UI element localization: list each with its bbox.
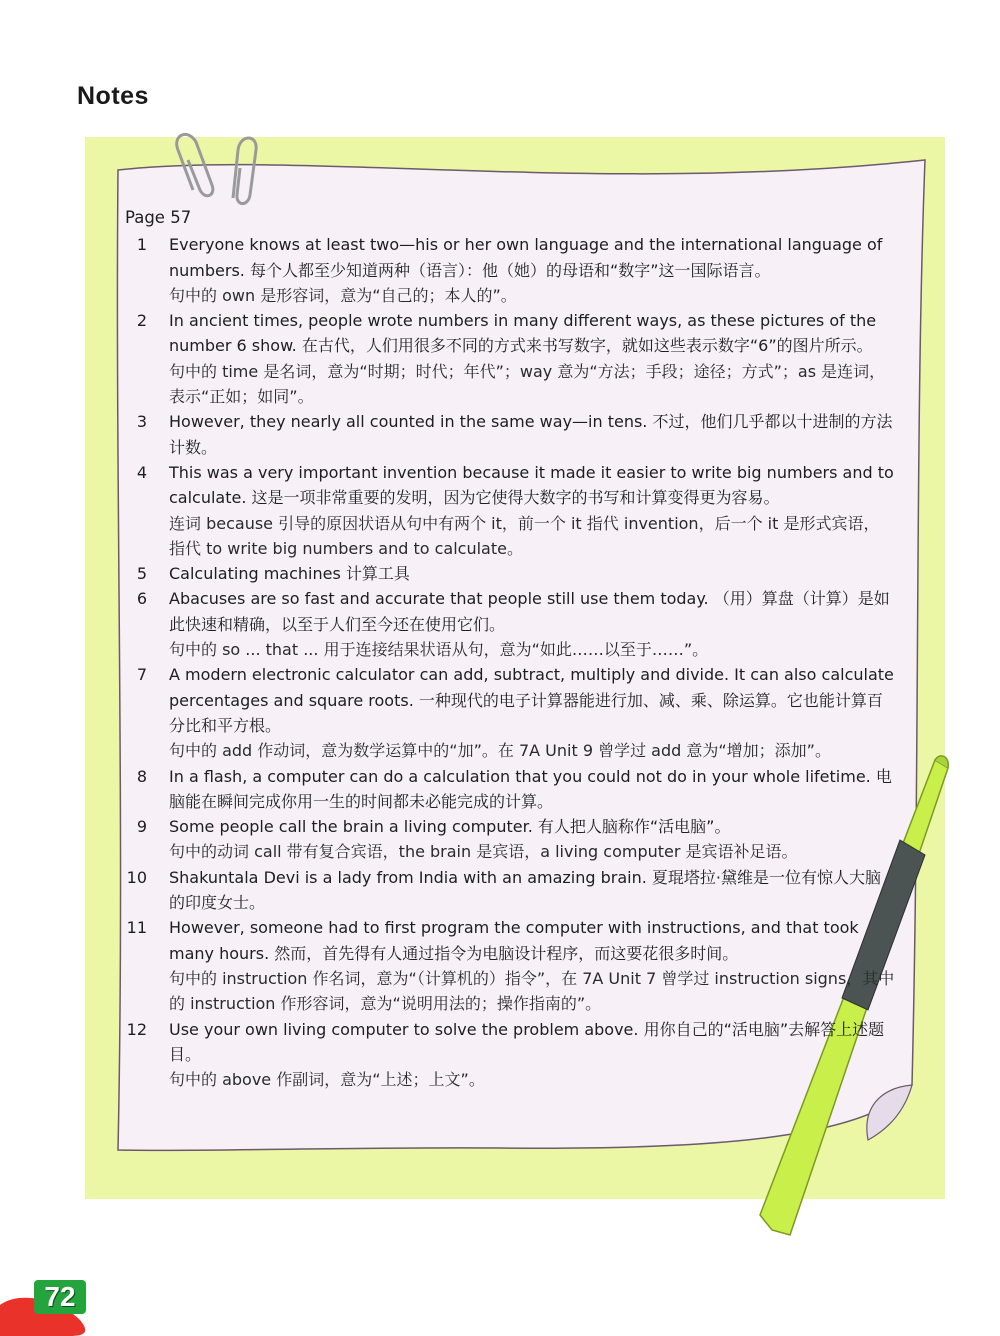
note-item xyxy=(125,662,895,763)
note-explanation: 句中的 above 作副词，意为“上述；上文”。 xyxy=(169,1070,485,1090)
note-text: Calculating machines 计算工具 xyxy=(169,564,410,584)
note-item xyxy=(125,764,895,815)
note-explanation: 句中的 so ... that ... 用于连接结果状语从句，意为“如此……以至于……”。 xyxy=(169,640,709,660)
note-explanation: 句中的 instruction 作名词，意为“（计算机的）指令”，在 7A Unit 7 曾学过 instruction signs，其中的 instruction 作形容词，意为“说明用法的；操作指南的”。 xyxy=(169,968,895,1014)
note-text: Some people call the brain a living computer. 有人把人脑称作“活电脑”。 xyxy=(169,817,731,837)
note-text: However, they nearly all counted in the same way—in tens. 不过，他们几乎都以十进制的方法计数。 xyxy=(169,412,893,457)
note-number: 1 xyxy=(136,235,147,255)
note-number: 7 xyxy=(136,665,147,685)
note-number: 6 xyxy=(136,589,147,609)
note-text: A modern electronic calculator can add, subtract, multiply and divide. It can also calculate percentages and square roots. 一种现代的电子计算器能进行加、减、乘、除运算。它也能计算百分比和平方根。 xyxy=(169,665,894,735)
note-number: 8 xyxy=(136,766,147,786)
note-explanation: 句中的 time 是名词，意为“时期；时代；年代”；way 意为“方法；手段；途径；方式”；as 是连词，表示“正如；如同”。 xyxy=(169,361,886,407)
note-explanation: 连词 because 引导的原因状语从句中有两个 it，前一个 it 指代 invention，后一个 it 是形式宾语，指代 to write big numbers and to calculate。 xyxy=(169,513,880,558)
note-explanation: 句中的 own 是形容词，意为“自己的；本人的”。 xyxy=(169,285,517,305)
page-number-badge: 72 xyxy=(34,1280,86,1314)
note-explanation: 句中的动词 call 带有复合宾语，the brain 是宾语，a living computer 是宾语补足语。 xyxy=(169,842,798,862)
note-item xyxy=(125,460,895,561)
note-number: 4 xyxy=(136,462,147,482)
note-text: In a flash, a computer can do a calculation that you could not do in your whole lifetime. 电脑能在瞬间完成你用一生的时间都未必能完成的计算。 xyxy=(169,766,892,811)
note-item xyxy=(125,814,895,865)
note-text: Use your own living computer to solve the problem above. 用你自己的“活电脑”去解答上述题目。 xyxy=(169,1019,885,1064)
note-explanation: 句中的 add 作动词，意为数学运算中的“加”。在 7A Unit 9 曾学过 add 意为“增加；添加”。 xyxy=(169,741,831,761)
note-item xyxy=(125,232,895,308)
note-item xyxy=(125,1017,895,1093)
note-text: Everyone knows at least two—his or her own language and the international language of numbers. 每个人都至少知道两种（语言）：他（她）的母语和“数字”这一国际语言。 xyxy=(169,235,883,280)
note-text: However, someone had to first program the computer with instructions, and that took many hours. 然而，首先得有人通过指令为电脑设计程序，而这要花很多时间。 xyxy=(169,918,859,963)
note-number: 10 xyxy=(126,867,147,887)
note-item xyxy=(125,561,895,586)
note-item xyxy=(125,865,895,916)
note-item xyxy=(125,915,895,1016)
page-reference: Page 57 xyxy=(125,208,192,227)
note-number: 9 xyxy=(136,817,147,837)
note-number: 2 xyxy=(136,311,147,331)
note-number: 5 xyxy=(136,564,147,584)
note-number: 3 xyxy=(136,412,147,432)
note-text: This was a very important invention because it made it easier to write big numbers and to calculate. 这是一项非常重要的发明，因为它使得大数字的书写和计算变得更为容易。 xyxy=(169,462,894,508)
note-text: Abacuses are so fast and accurate that people still use them today. （用）算盘（计算）是如此快速和精确，以至于人们至今还在使用它们。 xyxy=(169,589,890,634)
notes-content xyxy=(125,205,895,1092)
note-number: 11 xyxy=(126,918,147,938)
note-item xyxy=(125,409,895,460)
page-title: Notes xyxy=(77,82,149,110)
note-text: In ancient times, people wrote numbers in many different ways, as these pictures of the number 6 show. 在古代，人们用很多不同的方式来书写数字，就如这些表示数字“6”的图片所示。 xyxy=(169,311,877,356)
note-item xyxy=(125,586,895,662)
note-item xyxy=(125,308,895,409)
note-number: 12 xyxy=(126,1019,147,1039)
note-text: Shakuntala Devi is a lady from India with an amazing brain. 夏琨塔拉·黛维是一位有惊人大脑的印度女士。 xyxy=(169,867,881,913)
